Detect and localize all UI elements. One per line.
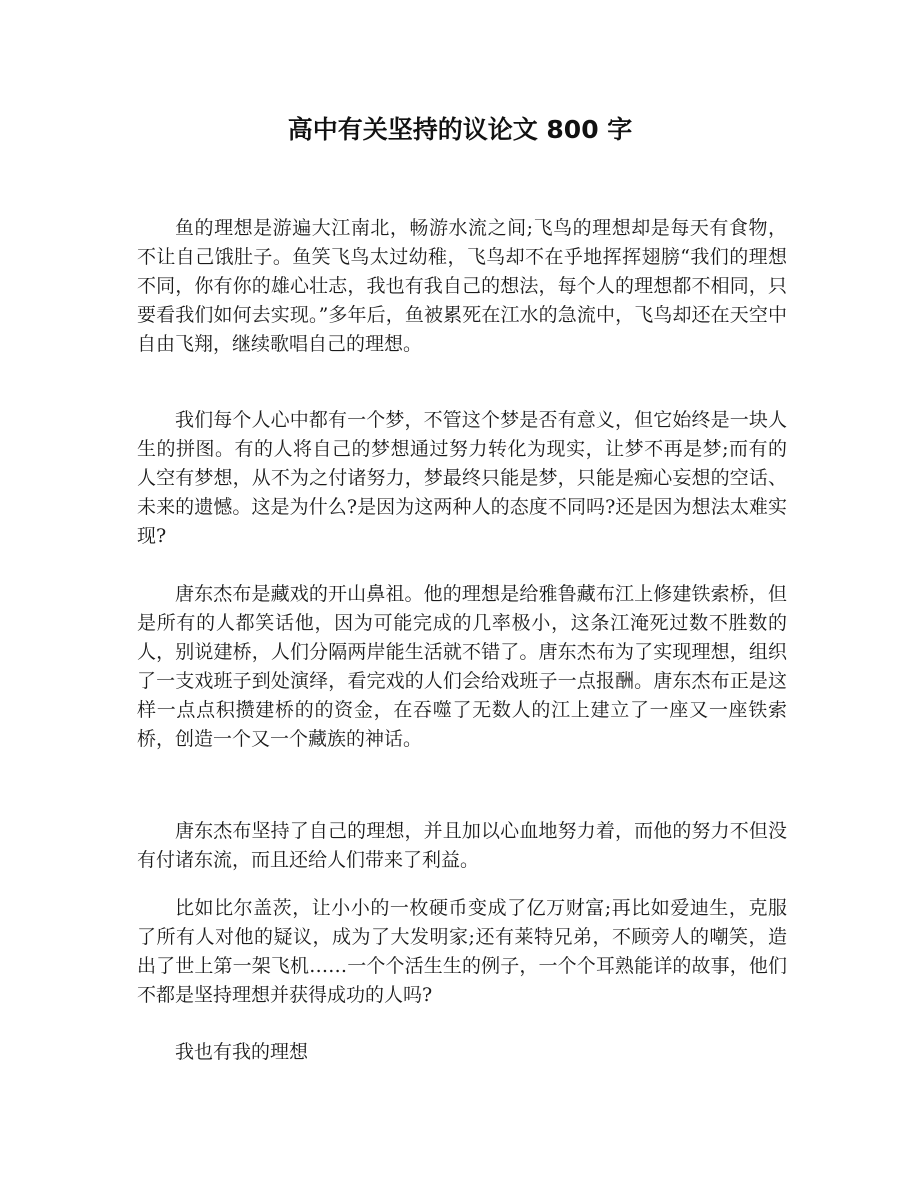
document-title: 高中有关坚持的议论文 800 字	[287, 115, 633, 144]
paragraph-3: 唐东杰布是藏戏的开山鼻祖。他的理想是给雅鲁藏布江上修建铁索桥，但是所有的人都笑话他，因为可能完成的几率极小，这条江淹死过数不胜数的人，别说建桥，人们分隔两岸能生活就不错了。唐东杰布为了实现理想，组织了一支戏班子到处演绎，看完戏的人们会给戏班子一点报酬。唐东杰布正是这样一点点积攒建桥的的资金，在吞噬了无数人的江上建立了一座又一座铁索桥，创造一个又一个藏族的神话。	[137, 583, 787, 750]
paragraph-2: 我们每个人心中都有一个梦，不管这个梦是否有意义，但它始终是一块人生的拼图。有的人将自己的梦想通过努力转化为现实，让梦不再是梦;而有的人空有梦想，从不为之付诸努力，梦最终只能是梦，只能是痴心妄想的空话、未来的遗憾。这是为什么?是因为这两种人的态度不同吗?还是因为想法太难实现?	[137, 409, 787, 547]
paragraph-1: 鱼的理想是游遍大江南北，畅游水流之间;飞鸟的理想却是每天有食物，不让自己饿肚子。鱼笑飞鸟太过幼稚，飞鸟却不在乎地挥挥翅膀“我们的理想不同，你有你的雄心壮志，我也有我自己的想法，每个人的理想都不相同，只要看我们如何去实现。”多年后，鱼被累死在江水的急流中，飞鸟却还在天空中自由飞翔，继续歌唱自己的理想。	[137, 217, 787, 355]
paragraph-5: 比如比尔盖茨，让小小的一枚硬币变成了亿万财富;再比如爱迪生，克服了所有人对他的疑议，成为了大发明家;还有莱特兄弟，不顾旁人的嘲笑，造出了世上第一架飞机……一个个活生生的例子，一个个耳熟能详的故事，他们不都是坚持理想并获得成功的人吗?	[137, 897, 787, 1006]
paragraph-6: 我也有我的理想	[175, 1041, 309, 1063]
paragraph-4: 唐东杰布坚持了自己的理想，并且加以心血地努力着，而他的努力不但没有付诸东流，而且还给人们带来了利益。	[137, 820, 787, 871]
